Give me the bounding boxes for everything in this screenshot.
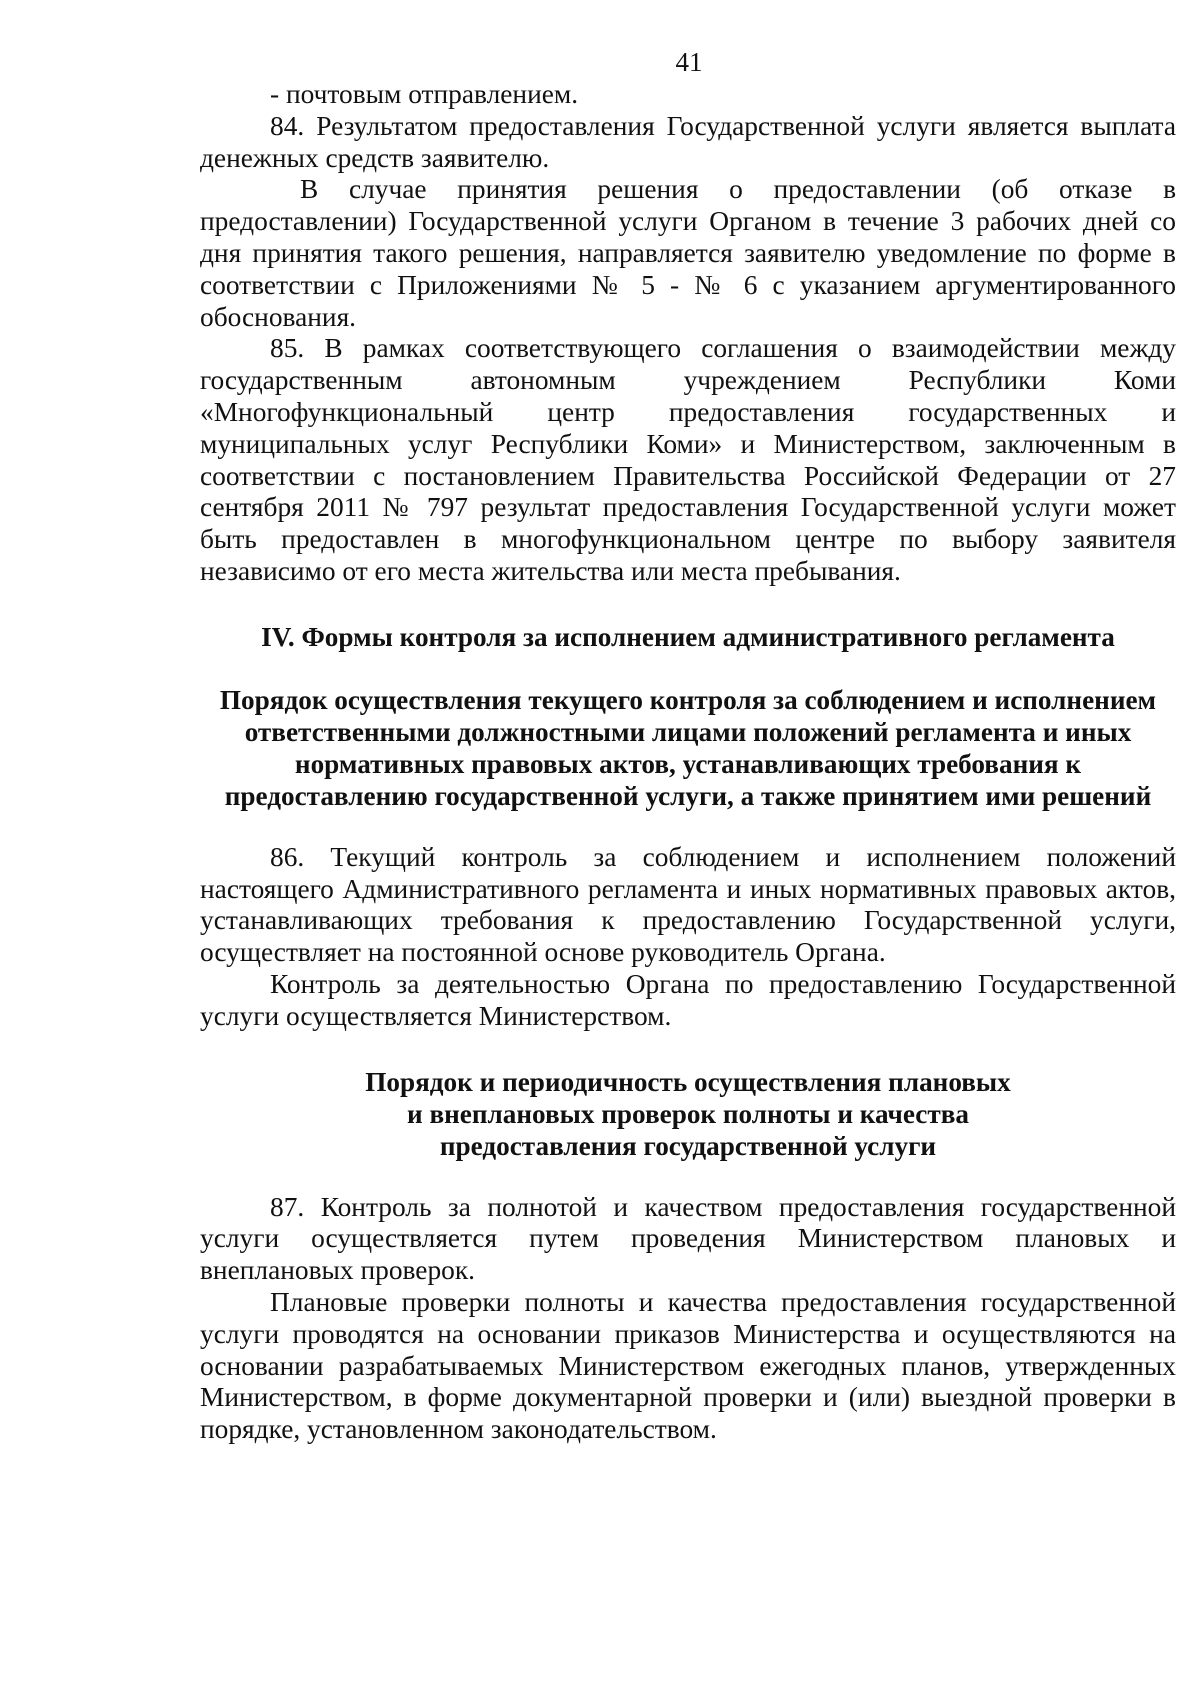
paragraph-84: 84. Результатом предоставления Государственной услуги является выплата денежных средств заявителю. — [200, 110, 1176, 173]
subsection-1-title: Порядок осуществления текущего контроля за соблюдением и исполнением ответственными должностными лицами положений регламента и иных нормативных правовых актов, устанавливающих требования к предоставлению государственной услуги, а также принятием ими решений — [219, 684, 1157, 811]
paragraph-control-organ: Контроль за деятельностью Органа по предоставлению Государственной услуги осуществляется Министерством. — [200, 968, 1176, 1031]
page-number: 41 — [675, 47, 703, 77]
paragraph-planned-checks: Плановые проверки полноты и качества предоставления государственной услуги проводятся на основании приказов Министерства и осуществляются на основании разрабатываемых Министерством ежегодных планов, утвержденных Министерством, в форме документарной проверки и (или) выездной проверки в порядке, установленном законодательством. — [200, 1286, 1176, 1445]
paragraph-postal: - почтовым отправлением. — [270, 79, 579, 109]
subsection-2-title-line-1: Порядок и периодичность осуществления плановых — [365, 1066, 1011, 1097]
subsection-2-title-line-3: предоставления государственной услуги — [439, 1130, 937, 1161]
paragraph-86: 86. Текущий контроль за соблюдением и исполнением положений настоящего Административного регламента и иных нормативных правовых актов, устанавливающих требования к предоставлению Государственной услуги, осуществляет на постоянной основе руководитель Органа. — [200, 841, 1176, 968]
paragraph-decision-notice: В случае принятия решения о предоставлении (об отказе в предоставлении) Государственной услуги Органом в течение 3 рабочих дней со дня принятия такого решения, направляется заявителю уведомление по форме в соответствии с Приложениями № 5 - № 6 с указанием аргументированного обоснования. — [200, 174, 1176, 332]
document-page — [200, 45, 1176, 1446]
paragraph-87: 87. Контроль за полнотой и качеством предоставления государственной услуги осуществляется путем проведения Министерством плановых и внеплановых проверок. — [200, 1191, 1176, 1286]
subsection-2-title-line-2: и внеплановых проверок полноты и качества — [407, 1098, 969, 1129]
subsection-2-title — [200, 1066, 1176, 1162]
paragraph-85: 85. В рамках соответствующего соглашения о взаимодействии между государственным автономным учреждением Республики Коми «Многофункциональный центр предоставления государственных и муниципальных услуг Республики Коми» и Министерством, заключенным в соответствии с постановлением Правительства Российской Федерации от 27 сентября 2011 № 797 результат предоставления Государственной услуги может быть предоставлен в многофункциональном центре по выбору заявителя независимо от его места жительства или места пребывания. — [200, 333, 1176, 586]
section-title: IV. Формы контроля за исполнением административного регламента — [261, 621, 1115, 652]
